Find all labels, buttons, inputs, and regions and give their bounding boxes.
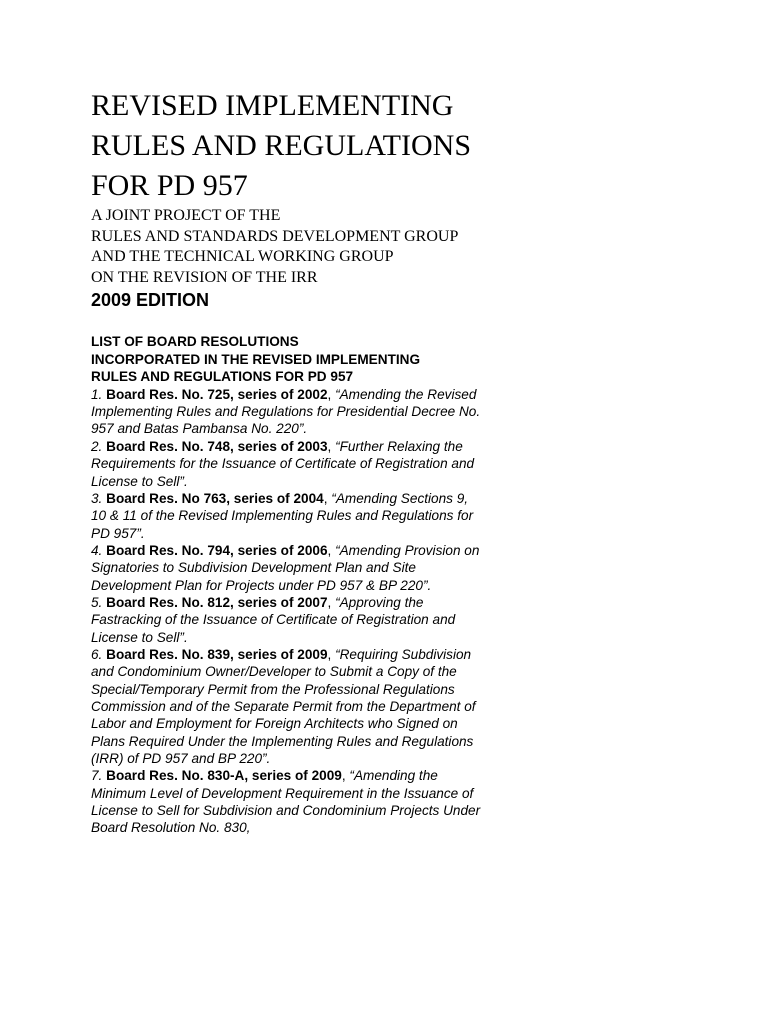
heading-line: LIST OF BOARD RESOLUTIONS — [91, 334, 299, 349]
title-line: RULES AND REGULATIONS — [91, 129, 472, 162]
heading-line: RULES AND REGULATIONS FOR PD 957 — [91, 369, 354, 385]
item-number: 7. — [91, 768, 103, 784]
list-item — [91, 438, 483, 490]
resolution-description: “Amending the Minimum Level of Development Requirement in the Issuance of License to Sell for Subdivision and Condominium Projects Under Board Resolution No. 830, — [91, 768, 481, 836]
separator: , — [327, 646, 336, 662]
resolution-reference: Board Res. No. 830-A, series of 2009 — [106, 768, 342, 784]
resolution-list — [91, 386, 483, 837]
list-item — [91, 767, 483, 836]
resolution-description: “Requiring Subdivision and Condominium Owner/Developer to Submit a Copy of the Special/Temporary Permit from the Professional Regulations Commission and of the Separate Permit from the Department of Labor and Employment for Foreign Architects who Signed on Plans Required Under the Implementing Rules and Regulations (IRR) of PD 957 and BP 220”. — [91, 646, 476, 766]
resolution-reference: Board Res. No. 839, series of 2009 — [106, 646, 328, 662]
resolution-reference: Board Res. No. 794, series of 2006 — [106, 542, 328, 558]
subtitle-line: AND THE TECHNICAL WORKING GROUP — [91, 248, 394, 265]
resolution-description: “Approving the Fastracking of the Issuance of Certificate of Registration and License to Sell”. — [91, 594, 456, 645]
resolutions-heading — [91, 333, 561, 386]
resolution-description: “Amending Provision on Signatories to Subdivision Development Plan and Site Development Plan for Projects under PD 957 & BP 220”. — [91, 542, 480, 593]
heading-line: INCORPORATED IN THE REVISED IMPLEMENTING — [91, 351, 421, 367]
resolution-reference: Board Res. No. 812, series of 2007 — [106, 594, 328, 610]
subtitle-line: ON THE REVISION OF THE IRR — [91, 268, 318, 286]
separator: , — [323, 490, 332, 506]
resolution-reference: Board Res. No 763, series of 2004 — [106, 490, 324, 506]
resolution-reference: Board Res. No. 748, series of 2003 — [106, 438, 328, 454]
list-item — [91, 386, 483, 438]
separator: , — [327, 594, 336, 610]
item-number: 2. — [91, 438, 103, 454]
resolution-description: “Further Relaxing the Requirements for the Issuance of Certificate of Registration and License to Sell”. — [91, 438, 475, 489]
item-number: 5. — [91, 594, 103, 610]
separator: , — [341, 768, 350, 784]
list-item — [91, 594, 483, 646]
resolution-reference: Board Res. No. 725, series of 2002 — [106, 386, 328, 402]
document-page — [91, 86, 561, 837]
title-line: REVISED IMPLEMENTING — [91, 89, 454, 122]
list-item — [91, 490, 483, 542]
resolution-description: “Amending Sections 9, 10 & 11 of the Revised Implementing Rules and Regulations for PD 957”. — [91, 490, 474, 541]
item-number: 1. — [91, 386, 103, 402]
separator: , — [327, 438, 336, 454]
title-line: FOR PD 957 — [91, 169, 248, 202]
document-title — [91, 86, 561, 206]
edition-label: 2009 EDITION — [91, 290, 210, 310]
separator: , — [327, 386, 336, 402]
separator: , — [327, 542, 336, 558]
item-number: 6. — [91, 646, 103, 662]
item-number: 4. — [91, 542, 103, 558]
subtitle-line: A JOINT PROJECT OF THE — [91, 207, 281, 224]
list-item — [91, 646, 483, 767]
subtitle-line: RULES AND STANDARDS DEVELOPMENT GROUP — [91, 227, 459, 245]
item-number: 3. — [91, 490, 103, 506]
list-item — [91, 542, 483, 594]
resolution-description: “Amending the Revised Implementing Rules and Regulations for Presidential Decree No. 957 and Batas Pambansa No. 220”. — [91, 386, 481, 437]
document-subtitle — [91, 206, 561, 288]
